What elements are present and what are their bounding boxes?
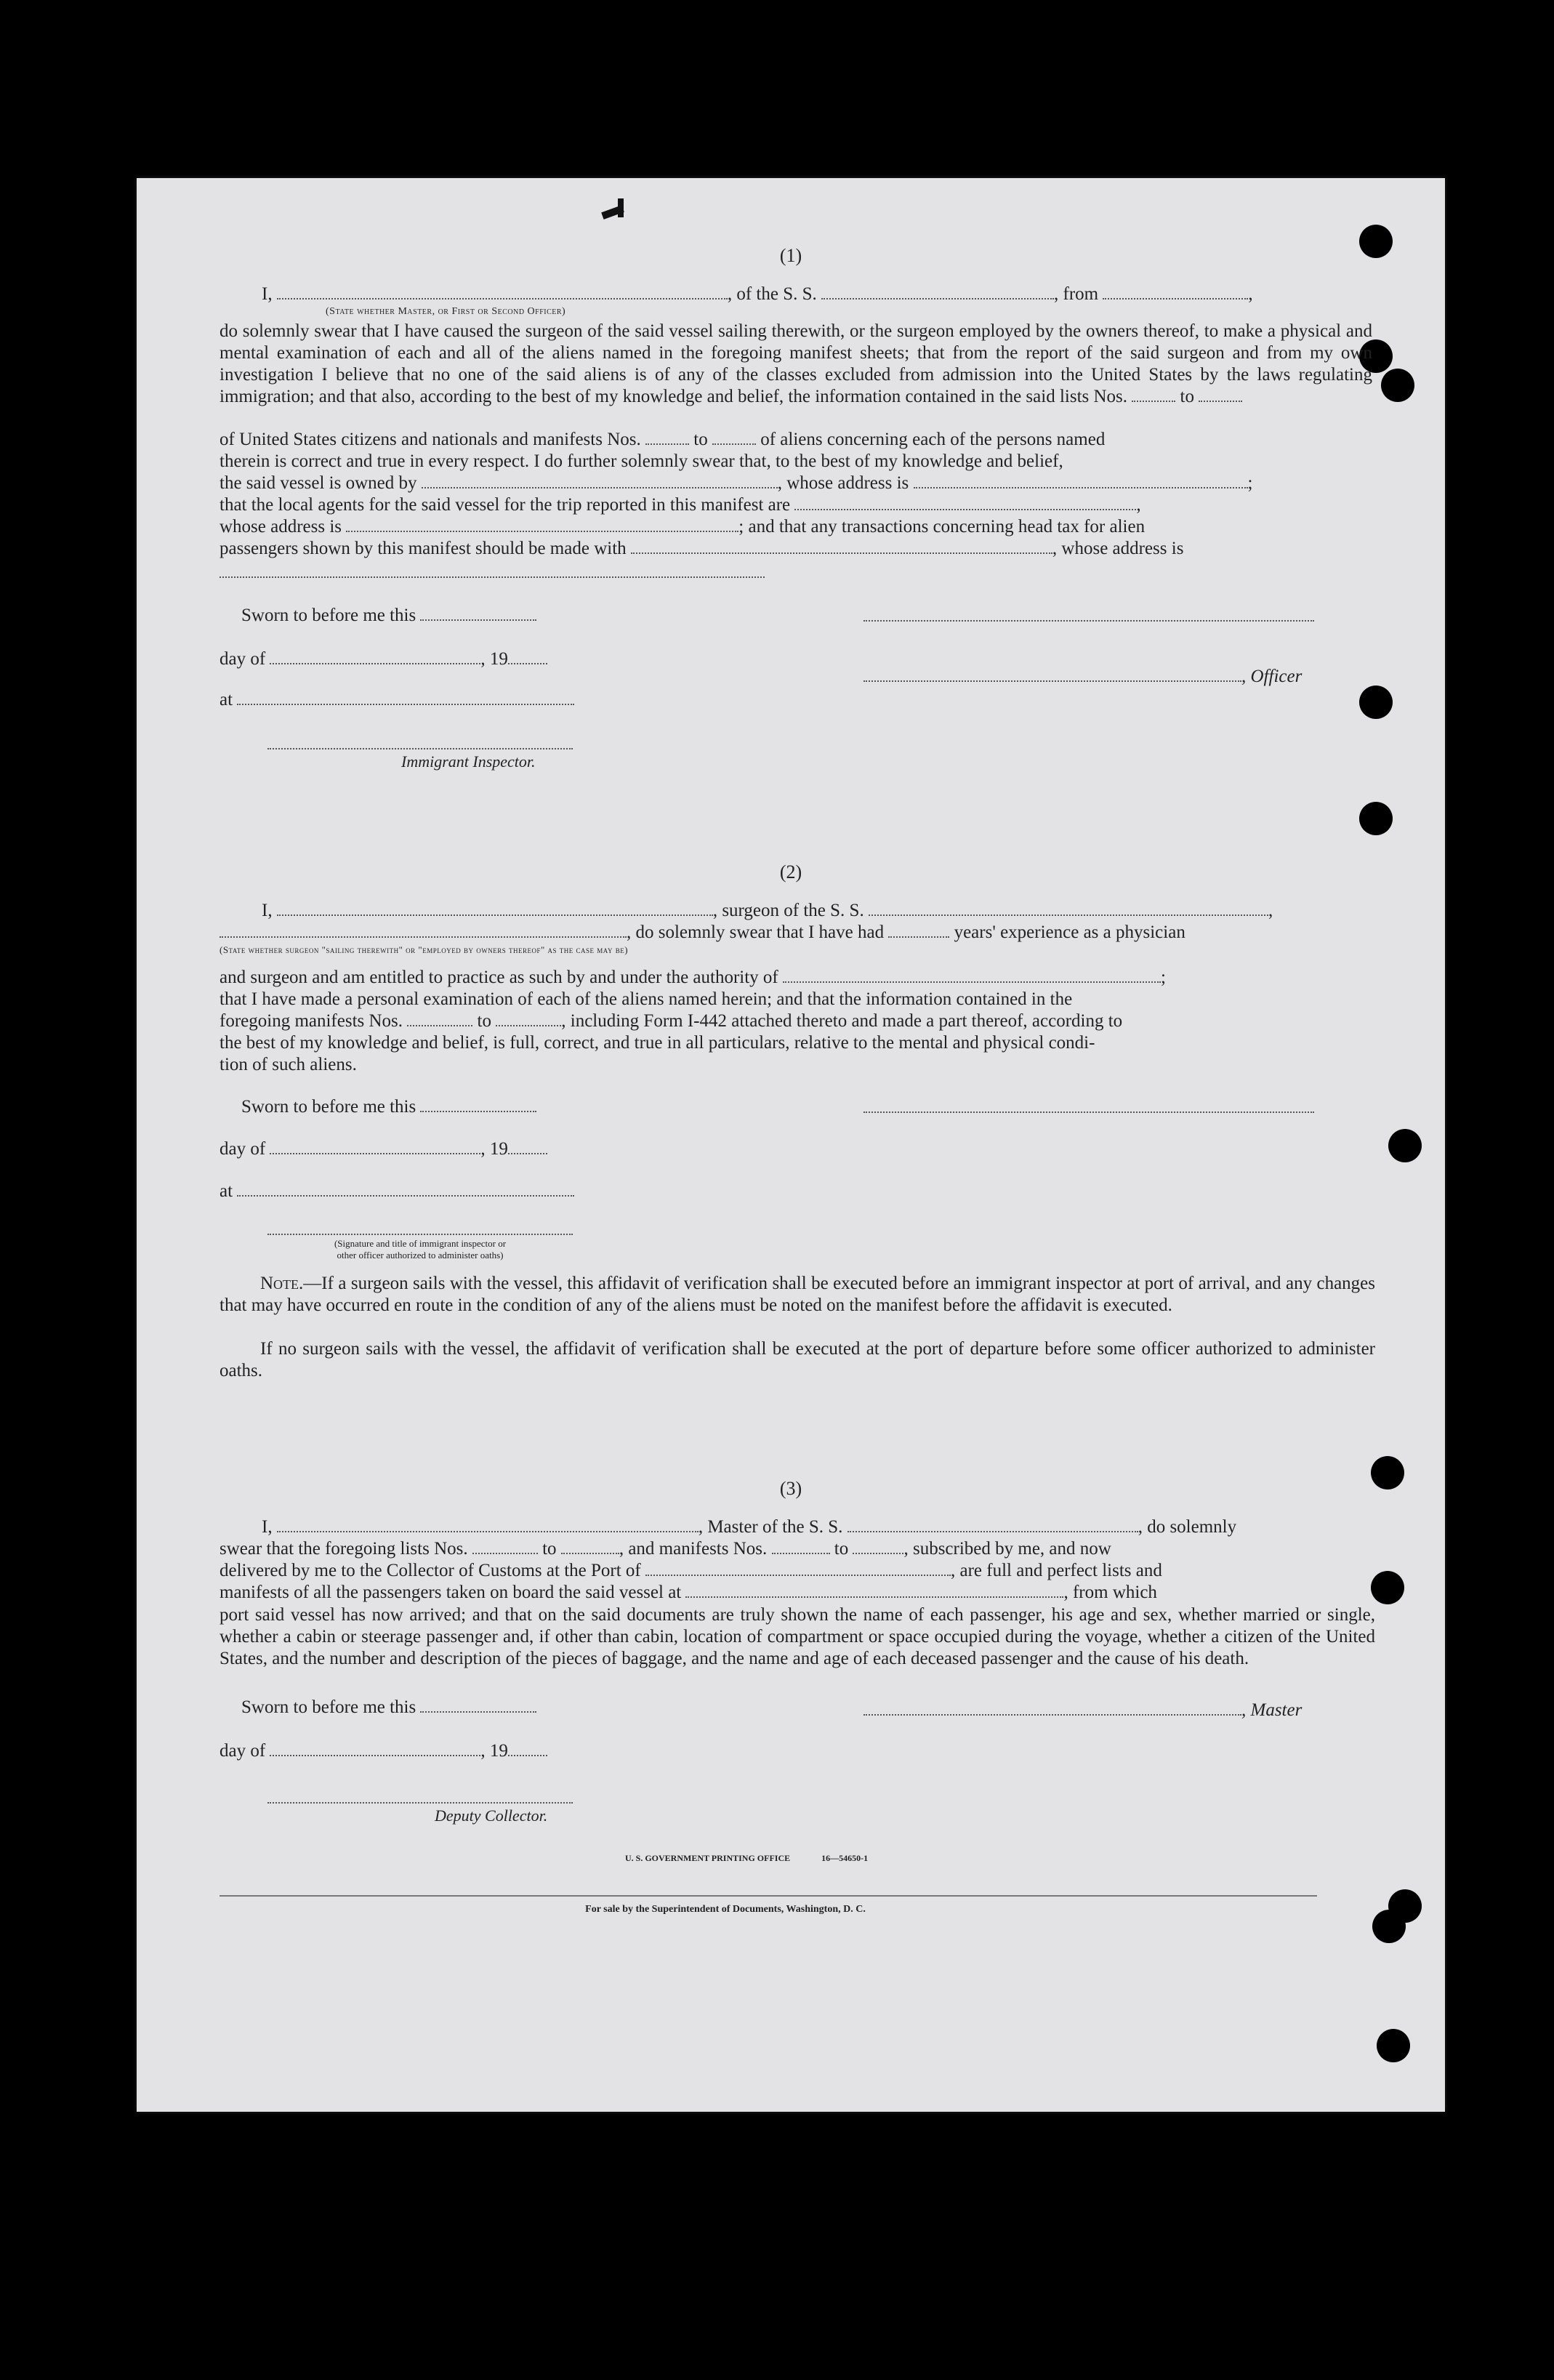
label-citizens: of United States citizens and nationals and manifests Nos. [220, 430, 641, 449]
label-owned-by: the said vessel is owned by [220, 473, 417, 493]
authority-blank[interactable] [783, 968, 1161, 983]
sworn-line-2 [241, 1097, 536, 1117]
sig-caption [282, 1238, 558, 1261]
best-line: the best of my knowledge and belief, is full, correct, and true in all particulars, relative to the mental and physical condi- [220, 1033, 1095, 1053]
delivered-line [220, 1561, 1162, 1581]
label-to: to [477, 1011, 491, 1031]
surgeon-name-blank[interactable] [277, 901, 713, 916]
label-year: , 19 [480, 1139, 508, 1159]
tion-line: tion of such aliens. [220, 1055, 357, 1074]
master-name-blank[interactable] [277, 1518, 699, 1532]
label-sworn: Sworn to before me this [241, 1697, 416, 1717]
note-text: If no surgeon sails with the vessel, the affidavit of verification shall be executed at the port of departure before some officer authorized to administer oaths. [220, 1339, 1375, 1380]
label-whose-address-is: whose address is [220, 517, 342, 536]
label-officer: , Officer [1241, 667, 1303, 686]
label-foregoing: foregoing manifests Nos. [220, 1011, 403, 1031]
section-1-line-1 [262, 284, 1253, 305]
label-i: I, [262, 901, 273, 920]
footer-rule [220, 1895, 1317, 1897]
label-manifests-all: manifests of all the passengers taken on board the said vessel at [220, 1583, 682, 1602]
label-whose-address: , whose address is [1052, 539, 1184, 558]
owned-by-line [220, 473, 1252, 494]
at-line-1 [220, 690, 574, 710]
punch-hole [1359, 802, 1393, 835]
sworn-date-blank-3[interactable] [420, 1698, 536, 1713]
label-authority: and surgeon and am entitled to practice as such by and under the authority of [220, 968, 778, 987]
manifests-to-blank-3[interactable] [853, 1540, 903, 1554]
inspector-signature-blank[interactable] [267, 748, 573, 749]
label-at: at [220, 690, 233, 709]
section-3-number: (3) [779, 1478, 802, 1499]
ship-name-blank-2[interactable] [869, 901, 1268, 916]
label-passengers-shown: passengers shown by this manifest should be made with [220, 539, 627, 558]
punctuation: , [1268, 901, 1273, 920]
form-sheet [137, 178, 1445, 2112]
authority-line [220, 968, 1166, 988]
manifests-to-blank[interactable] [712, 430, 756, 445]
surgeon-status-blank[interactable] [220, 923, 627, 938]
label-to: to [693, 430, 708, 449]
section-1-number: (1) [779, 245, 802, 266]
label-delivered: delivered by me to the Collector of Customs at the Port of [220, 1561, 641, 1580]
label-and-manifests: , and manifests Nos. [619, 1539, 768, 1559]
passengers-line [220, 539, 1183, 559]
foregoing-line [220, 1011, 1122, 1032]
lists-to-blank[interactable] [1199, 387, 1242, 402]
punch-hole [1359, 686, 1393, 719]
year-blank-2[interactable] [508, 1140, 547, 1154]
label-years-experience: years' experience as a physician [954, 922, 1185, 942]
master-line [262, 1517, 1236, 1537]
day-of-line-2 [220, 1139, 547, 1159]
label-year: , 19 [480, 649, 508, 669]
manifests-from-blank[interactable] [645, 430, 689, 445]
manifests-all-line [220, 1583, 1157, 1603]
punctuation: ; [1247, 473, 1253, 493]
manifests-from-blank-2[interactable] [407, 1012, 472, 1026]
label-day-of: day of [220, 1741, 266, 1761]
embark-port-blank[interactable] [685, 1583, 1063, 1598]
ship-name-blank[interactable] [821, 285, 1054, 299]
lists-to-blank-3[interactable] [561, 1540, 619, 1554]
label-local-agents: that the local agents for the said vessel for the trip reported in this manifest are [220, 495, 791, 515]
officer-name-blank[interactable] [277, 285, 728, 299]
sig-caption-line: (Signature and title of immigrant inspector or [334, 1238, 507, 1249]
punch-hole [1372, 1910, 1406, 1943]
manifests-to-blank-2[interactable] [496, 1012, 561, 1026]
examination-line: that I have made a personal examination of each of the aliens named herein; and that the information contained in the [220, 989, 1073, 1009]
day-of-line-1 [220, 649, 547, 670]
note-paragraph [220, 1273, 1375, 1316]
punch-hole [1381, 369, 1414, 402]
lists-from-blank-3[interactable] [472, 1540, 538, 1554]
form-number: 16—54650-1 [821, 1853, 869, 1863]
month-blank[interactable] [270, 650, 480, 664]
label-including: , including Form I-442 attached thereto and made a part thereof, according to [561, 1011, 1123, 1031]
deputy-caption: Deputy Collector. [435, 1806, 548, 1825]
officer-line [863, 667, 1302, 687]
punch-hole [1371, 1571, 1404, 1604]
label-i: I, [262, 284, 273, 304]
deputy-signature-blank[interactable] [267, 1802, 573, 1804]
surgeon-line [262, 901, 1273, 921]
year-blank-3[interactable] [508, 1742, 547, 1756]
label-i: I, [262, 1517, 273, 1537]
address-continuation-blank[interactable] [220, 576, 765, 578]
owner-blank[interactable] [422, 474, 778, 489]
label-to: to [542, 1539, 557, 1559]
label-swear-lists: swear that the foregoing lists Nos. [220, 1539, 468, 1559]
label-from: , from [1054, 284, 1099, 304]
section-3-body [220, 1604, 1375, 1670]
citizens-line [220, 430, 1105, 450]
section-2-number: (2) [779, 861, 802, 883]
month-blank-2[interactable] [270, 1140, 480, 1154]
head-tax-contact-blank[interactable] [631, 539, 1052, 554]
at-line-2 [220, 1181, 574, 1202]
surgeon-signature-blank[interactable] [863, 1111, 1314, 1113]
ship-name-blank-3[interactable] [848, 1518, 1138, 1532]
sworn-date-blank-2[interactable] [420, 1098, 536, 1112]
sworn-line-1 [241, 606, 536, 626]
gpo-imprint [625, 1853, 868, 1864]
place-blank[interactable] [237, 691, 574, 705]
sworn-date-blank[interactable] [420, 606, 536, 621]
oath-text: do solemnly swear that I have caused the surgeon of the said vessel sailing therewith, or the surgeon employed by the owners thereof, to make a physical and mental examination of each and all of the aliens named in the foregoing manifest sheets; that from the report of the said surgeon and from my own investigation I believe that no one of the said aliens is of any of the classes excluded from admission into the United States by the laws regulating immigration; and that also, according to the best of my knowledge and belief, the information contained in the said lists Nos. [220, 321, 1372, 406]
agents-address-line [220, 517, 1145, 537]
label-surgeon-of: , surgeon of the S. S. [712, 901, 864, 920]
note-paragraph-2 [220, 1338, 1375, 1382]
agents-address-blank[interactable] [346, 518, 738, 532]
lists-line [220, 1539, 1111, 1559]
oath-text-3: port said vessel has now arrived; and that on the said documents are truly shown the name of each passenger, his age and sex, whether married or single, whether a cabin or steerage passenger and, if other than cabin, location of compartment or space occupied during the voyage, whether a citizen of the United States, and the number and description of the pieces of baggage, and the name and age of each deceased passenger and the cause of his death. [220, 1605, 1375, 1668]
sale-notice: For sale by the Superintendent of Documents, Washington, D. C. [585, 1904, 866, 1915]
years-line [220, 922, 1185, 943]
note-label: Note. [260, 1274, 304, 1293]
label-day-of: day of [220, 649, 266, 669]
month-blank-3[interactable] [270, 1742, 480, 1756]
lists-from-blank[interactable] [1132, 387, 1175, 402]
label-aliens-concerning: of aliens concerning each of the persons named [760, 430, 1106, 449]
sworn-line-3 [241, 1697, 536, 1718]
label-at: at [220, 1181, 233, 1201]
label-do-swear: , do solemnly swear that I have had [627, 922, 885, 942]
ink-blot [618, 198, 624, 217]
master-sig-line [863, 1700, 1302, 1721]
from-port-blank[interactable] [1103, 285, 1248, 299]
punctuation: , [1136, 495, 1141, 515]
label-head-tax: ; and that any transactions concerning head tax for alien [738, 517, 1146, 536]
correct-line: therein is correct and true in every respect. I do further solemnly swear that, to the best of my knowledge and belief, [220, 451, 1063, 471]
label-master-of: , Master of the S. S. [698, 1517, 843, 1537]
label-sworn: Sworn to before me this [241, 1097, 416, 1117]
label-full-perfect: , are full and perfect lists and [951, 1561, 1162, 1580]
punch-hole [1377, 2029, 1410, 2062]
years-blank[interactable] [888, 923, 949, 938]
label-sworn: Sworn to before me this [241, 606, 416, 625]
label-master: , Master [1241, 1700, 1303, 1720]
label-of-ss: , of the S. S. [727, 284, 817, 304]
master-signature-blank[interactable] [863, 1701, 1241, 1716]
label-from-which: , from which [1063, 1583, 1157, 1602]
note-text: —If a surgeon sails with the vessel, this affidavit of verification shall be executed before an immigrant inspector at port of arrival, and any changes that may have occurred en route in the condition of any of the aliens must be noted on the manifest before the affidavit is executed. [220, 1274, 1375, 1315]
year-blank[interactable] [508, 650, 547, 664]
place-blank-2[interactable] [237, 1182, 574, 1197]
rank-caption: (State whether Master, or First or Second Officer) [326, 306, 566, 317]
local-agents-line [220, 495, 1141, 515]
agents-blank[interactable] [794, 496, 1136, 510]
gpo-text: U. S. GOVERNMENT PRINTING OFFICE [625, 1853, 791, 1863]
officer-signature-blank[interactable] [863, 667, 1241, 682]
section-1-body [220, 321, 1372, 408]
label-to: to [1180, 387, 1194, 406]
port-blank[interactable] [645, 1561, 951, 1576]
label-year: , 19 [480, 1741, 508, 1761]
inspector-caption: Immigrant Inspector. [401, 752, 536, 771]
label-subscribed: , subscribed by me, and now [903, 1539, 1111, 1559]
surgeon-caption: (State whether surgeon "sailing therewith" or "employed by owners thereof" as the case may be) [220, 944, 629, 955]
sig-caption-line: other officer authorized to administer oaths) [337, 1250, 504, 1261]
manifests-from-blank-3[interactable] [772, 1540, 830, 1554]
officer-signature-blank-2[interactable] [267, 1234, 573, 1235]
signature-blank-1[interactable] [863, 620, 1314, 622]
label-day-of: day of [220, 1139, 266, 1159]
label-to: to [834, 1539, 849, 1559]
punctuation: ; [1161, 968, 1166, 987]
owner-address-blank[interactable] [914, 474, 1248, 489]
day-of-line-3 [220, 1741, 547, 1761]
punch-hole [1388, 1129, 1422, 1162]
punctuation: , [1248, 284, 1253, 304]
label-whose-address: , whose address is [777, 473, 909, 493]
label-do-solemnly: , do solemnly [1138, 1517, 1237, 1537]
